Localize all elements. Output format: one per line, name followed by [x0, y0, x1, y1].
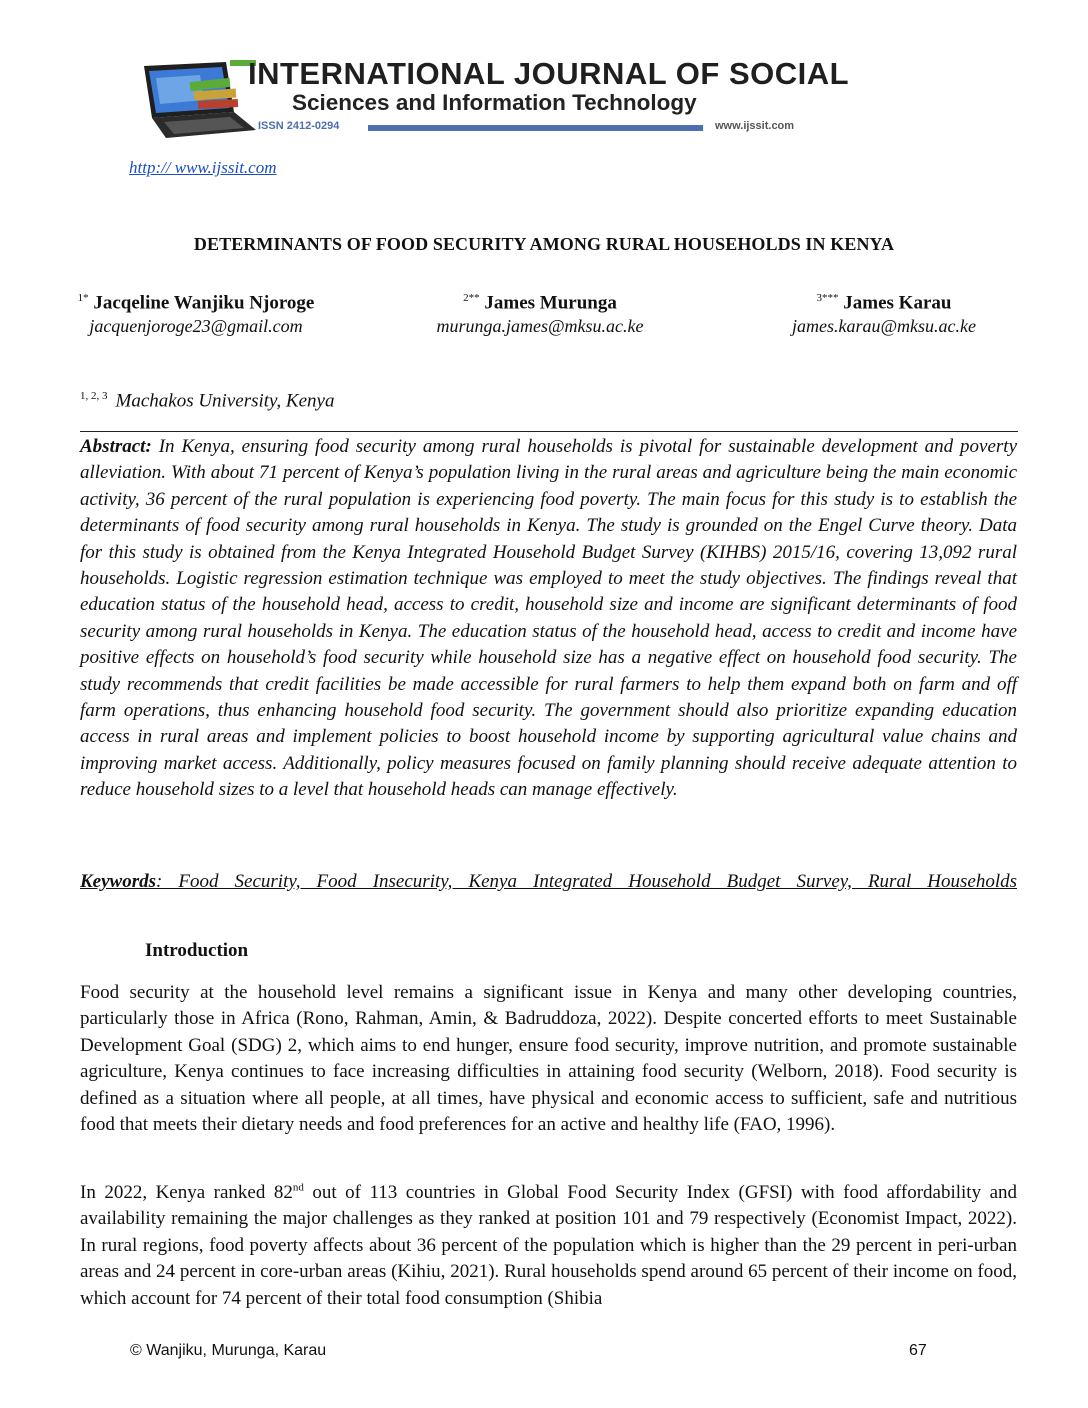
- journal-banner: [130, 52, 850, 147]
- author-3-sup: 3***: [816, 292, 839, 304]
- author-1-name: Jacqeline Wanjiku Njoroge: [93, 292, 315, 314]
- footer-copyright: © Wanjiku, Murunga, Karau: [130, 1342, 327, 1359]
- author-2-sup: 2**: [463, 292, 480, 304]
- author-3-name: James Karau: [843, 292, 952, 314]
- author-2-email[interactable]: murunga.james@mksu.ac.ke: [436, 316, 644, 337]
- keywords-text: : Food Security, Food Insecurity, Kenya Integrated Household Budget Survey, Rural Households: [156, 871, 1017, 892]
- affiliation-sup: 1, 2, 3: [80, 390, 108, 402]
- abstract-label: Abstract:: [80, 436, 152, 457]
- paper-title: DETERMINANTS OF FOOD SECURITY AMONG RURAL HOUSEHOLDS IN KENYA: [193, 234, 895, 254]
- intro-paragraph-2: [80, 1180, 1017, 1312]
- author-1-email[interactable]: jacquenjoroge23@gmail.com: [89, 316, 303, 337]
- intro-paragraph-1: Food security at the household level remains a significant issue in Kenya and many other developing countries, particularly those in Africa (Rono, Rahman, Amin, & Badruddoza, 2022). Despite concerted efforts to meet Sustainable Development Goal (SDG) 2, which aims to end hunger, ensure food security, improve nutrition, and promote sustainable agriculture, Kenya continues to face increasing difficulties in attaining food security (Welborn, 2018). Food security is defined as a situation where all people, at all times, have physical and economic access to sufficient, safe and nutritious food that meets their dietary needs and food preferences for an active and healthy life (FAO, 1996).: [80, 982, 1017, 1136]
- author-2: [400, 292, 680, 337]
- journal-title: INTERNATIONAL JOURNAL OF SOCIAL: [248, 56, 850, 91]
- author-1-sup: 1*: [77, 292, 89, 304]
- keywords: [80, 871, 1017, 893]
- abstract: [80, 434, 1017, 804]
- journal-www: www.ijssit.com: [715, 120, 795, 132]
- affiliation: [80, 390, 334, 412]
- author-3: [760, 292, 1008, 337]
- para2-start: In 2022, Kenya ranked 82: [80, 1182, 293, 1203]
- abstract-text: In Kenya, ensuring food security among rural households is pivotal for sustainable development and poverty alleviation. With about 71 percent of Kenya’s population living in the rural areas and agriculture being the main economic activity, 36 percent of the rural population is experiencing food poverty. The main focus for this study is to establish the determinants of food security among rural households in Kenya. The study is grounded on the Engel Curve theory. Data for this study is obtained from the Kenya Integrated Household Budget Survey (KIHBS) 2015/16, covering 13,092 rural households. Logistic regression estimation technique was employed to meet the study objectives. The findings reveal that education status of the household head, access to credit, household size and income are significant determinants of food security among rural households in Kenya. The education status of the household head, access to credit and income have positive effects on household’s food security while household size has a negative effect on household food security. The study recommends that credit facilities be made accessible for rural farmers to help them expand both on farm and off farm operations, thus enhancing household food security. The government should also prioritize expanding education access in rural areas and implement policies to boost household income by supporting agricultural value chains and improving market access. Additionally, policy measures focused on family planning should receive adequate attention to reduce household sizes to a level that household heads can manage effectively.: [80, 436, 1017, 801]
- para2-ordinal-sup: nd: [292, 1181, 304, 1194]
- keywords-label: Keywords: [80, 871, 156, 892]
- para2-rest: out of 113 countries in Global Food Security Index (GFSI) with food affordability and availability remaining the major challenges as they ranked at position 101 and 79 respectively (Economist Impact, 2022). In rural regions, food poverty affects about 36 percent of the population which is higher than the 29 percent in peri-urban areas and 24 percent in core-urban areas (Kihiu, 2021). Rural households spend around 65 percent of their income on food, which account for 74 percent of their total food consumption (Shibia: [80, 1182, 1017, 1309]
- abstract-divider: [80, 431, 1018, 432]
- journal-issn: ISSN 2412-0294: [258, 120, 340, 132]
- intro-heading: Introduction: [145, 940, 249, 961]
- laptop-books-logo-icon: [130, 60, 260, 142]
- author-1: [50, 292, 342, 337]
- author-3-email[interactable]: james.karau@mksu.ac.ke: [791, 316, 976, 337]
- footer-page-number: 67: [909, 1342, 927, 1359]
- journal-site-link[interactable]: http:// www.ijssit.com: [129, 158, 277, 177]
- journal-subtitle: Sciences and Information Technology: [292, 90, 697, 115]
- author-2-name: James Murunga: [484, 292, 617, 314]
- affiliation-text: Machakos University, Kenya: [115, 390, 335, 412]
